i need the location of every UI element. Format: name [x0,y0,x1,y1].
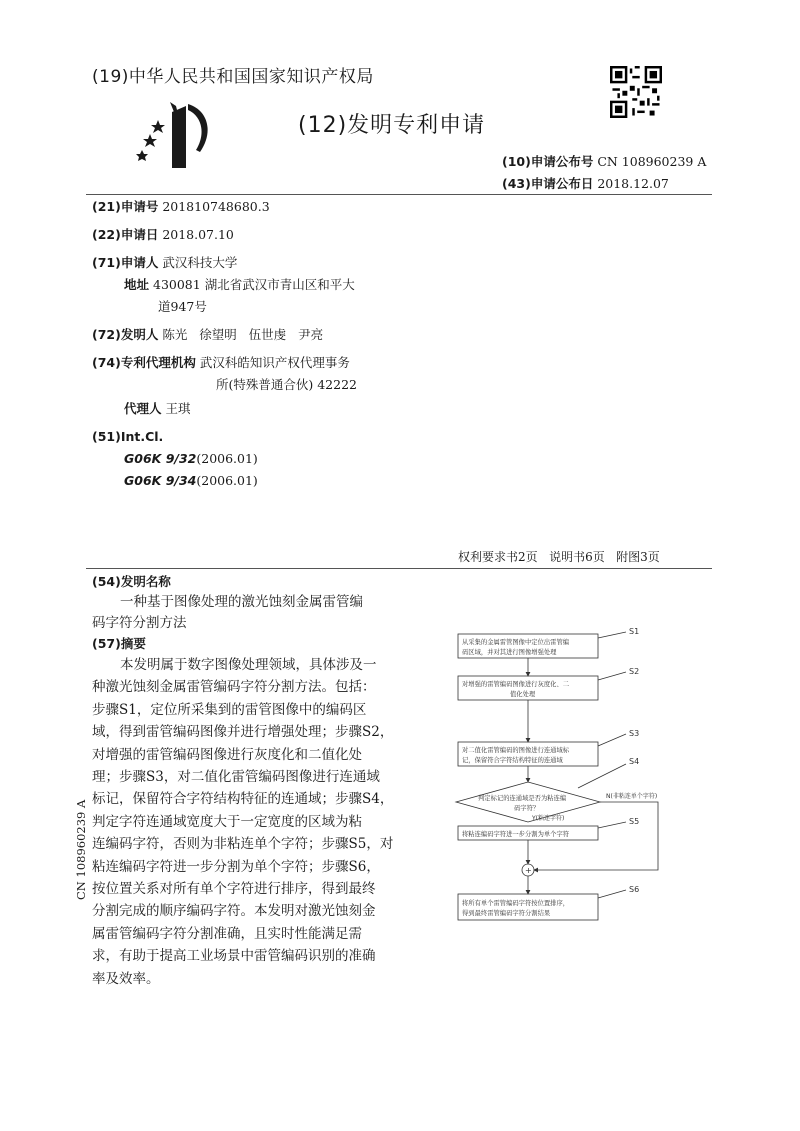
star-icon [143,134,157,147]
s4-label: S4 [629,757,640,766]
abstract-line: 连编码字符，否则为非粘连单个字符；步骤S5，对 [92,836,394,853]
abstract-line: 属雷管编码字符分割准确，且实时性能满足需 [92,925,362,942]
application-date-label: (22)申请日 [92,227,159,242]
s1-label: S1 [629,627,640,636]
s5-text: 将粘连编码字符进一步分割为单个字符 [462,831,570,838]
agency-line-2: 所(特殊普通合伙) 42222 [216,377,357,392]
s5-label: S5 [629,817,640,826]
int-cl-label: (51)Int.Cl. [92,429,164,444]
abstract-line: 率及效率。 [92,970,160,987]
document-type: (12)发明专利申请 [298,113,486,138]
agent: 王琪 [165,401,191,416]
invention-title-line-1: 一种基于图像处理的激光蚀刻金属雷管编 [120,594,363,610]
qr-code [610,66,662,118]
applicant: 武汉科技大学 [162,255,238,270]
header-divider [86,194,712,195]
abstract-line: 理；步骤S3，对二值化雷管编码图像进行连通域 [92,769,380,786]
publication-date: 2018.12.07 [597,176,669,191]
abstract-line: 分割完成的顺序编码字符。本发明对激光蚀刻金 [92,903,376,920]
abstract-line: 粘连编码字符进一步分割为单个字符；步骤S6， [92,858,380,875]
applicant-label: (71)申请人 [92,255,159,270]
agent-label: 代理人 [124,401,162,416]
yes-branch-label: Y(粘连字符) [532,815,565,822]
ipc-version-1: (2006.01) [196,451,258,466]
office-name: (19)中华人民共和国国家知识产权局 [92,67,374,87]
logo-pillar [172,106,186,168]
inventors: 陈光 徐望明 伍世虔 尹亮 [162,327,324,342]
s6-text-line-2: 得到最终雷管编码字符分割结果 [462,910,551,917]
ipc-code-1: G06K 9/32 [124,451,197,466]
abstract-line: 对增强的雷管编码图像进行灰度化和二值化处 [92,746,362,763]
ipc-code-2: G06K 9/34 [124,473,197,488]
abstract-text [92,654,410,990]
publication-date-label: (43)申请公布日 [502,176,594,191]
s3-label: S3 [629,729,640,738]
flowchart [448,624,726,930]
s4-text-line-1: 判定标记的连通域是否为粘连编 [478,795,567,802]
s3-text-line-2: 记，保留符合字符结构特征的连通域 [462,757,563,764]
address-line-1: 430081 湖北省武汉市青山区和平大 [153,277,355,292]
address-line-2: 道947号 [158,299,207,314]
abstract-line: 种激光蚀刻金属雷管编码字符分割方法。包括： [92,679,376,696]
abstract-divider [86,568,712,569]
abstract-line: 步骤S1，定位所采集到的雷管图像中的编码区 [92,701,367,718]
title-abstract-section [92,572,410,990]
abstract-line: 标记，保留符合字符结构特征的连通域；步骤S4， [92,791,394,808]
abstract-label: (57)摘要 [92,636,146,651]
publication-number-row [502,152,706,170]
merge-symbol: + [525,866,532,875]
application-number: 201810748680.3 [162,199,270,214]
s2-label: S2 [629,667,640,676]
s4-text-line-2: 码字符？ [514,805,540,812]
no-branch-label: N(非粘连单个字符) [606,793,658,800]
abstract-line: 求，有助于提高工业场景中雷管编码识别的准确 [92,948,376,965]
inventor-label: (72)发明人 [92,327,159,342]
abstract-line: 按位置关系对所有单个字符进行排序，得到最终 [92,881,376,898]
s2-text-line-1: 对增强的雷管编码图像进行灰度化、二 [462,681,570,688]
s6-label: S6 [629,885,640,894]
s2-text-line-2: 值化处理 [510,691,536,698]
logo-arc [188,104,208,152]
publication-number-label: (10)申请公布号 [502,154,594,169]
ipc-version-2: (2006.01) [196,473,258,488]
abstract-line: 本发明属于数字图像处理领域，具体涉及一 [120,657,377,673]
s1-text-line-2: 码区域，并对其进行图像增强处理 [462,649,557,656]
publication-date-row [502,174,669,192]
cnipa-logo [128,92,220,174]
address-label: 地址 [124,277,150,292]
s3-text-line-1: 对二值化雷管编码的图像进行连通域标 [462,747,570,754]
s6-text-line-1: 将所有单个雷管编码字符按位置排序， [462,900,570,907]
page-counts: 权利要求书2页 说明书6页 附图3页 [458,550,660,564]
invention-title-line-2: 码字符分割方法 [92,615,187,631]
side-publication-number: CN 108960239 A [74,799,88,900]
star-icon [151,120,165,133]
publication-number: CN 108960239 A [597,154,707,169]
application-date: 2018.07.10 [162,227,234,242]
agency-line-1: 武汉科皓知识产权代理事务 [199,355,350,370]
abstract-line: 域，得到雷管编码图像并进行增强处理；步骤S2， [92,724,394,741]
star-icon [136,150,148,161]
title-label: (54)发明名称 [92,574,171,589]
bibliographic-data [92,196,357,492]
application-number-label: (21)申请号 [92,199,159,214]
abstract-line: 判定字符连通域宽度大于一定宽度的区域为粘 [92,813,362,830]
agency-label: (74)专利代理机构 [92,355,196,370]
s1-text-line-1: 从采集的金属雷管图像中定位出雷管编 [462,639,570,646]
